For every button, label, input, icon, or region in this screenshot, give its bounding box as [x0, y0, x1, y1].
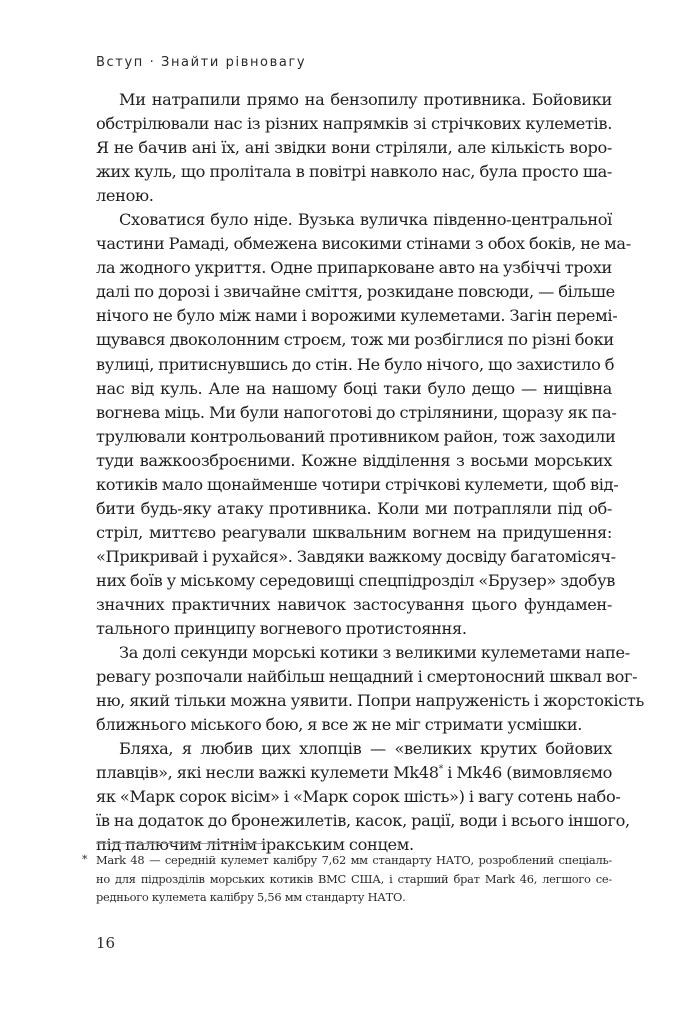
footnote-divider — [96, 843, 266, 844]
text-line: ближнього міського бою, я все ж не міг стримати усмішки. — [96, 715, 583, 735]
text-line: ла жодного укриття. Одне припарковане авто на узбіччі трохи — [96, 258, 612, 278]
page-number: 16 — [96, 934, 116, 952]
text-line: тального принципу вогневого протистояння. — [96, 619, 467, 639]
text-line: бити будь-яку атаку противника. Коли ми потрапляли під об- — [96, 498, 612, 518]
text-line: під палючим літнім іракським сонцем. — [96, 835, 414, 855]
text-line: Я не бачив ані їх, ані звідки вони стріляли, але кількість воро- — [96, 138, 612, 158]
text-line: ню, який тільки можна уявити. Попри напруженість і жорстокість — [96, 691, 644, 711]
text-line: ревагу розпочали найбільш нещадний і смертоносний шквал вог- — [96, 667, 638, 687]
text-line: нас від куль. Але на нашому боці таки було дещо — нищівна — [96, 378, 612, 398]
text-line: трулювали контрольований противником район, тож заходили — [96, 426, 616, 446]
text-line-with-footnote-ref — [96, 761, 612, 785]
text-line: стріл, миттєво реагували шквальним вогнем на придушення: — [96, 522, 612, 542]
text-line: леною. — [96, 186, 154, 206]
text-line: котиків мало щонайменше чотири стрічкові кулемети, щоб від- — [96, 474, 619, 494]
footnote — [82, 851, 612, 907]
text-line: жих куль, що пролітала в повітрі навколо нас, була просто ша- — [96, 162, 612, 182]
text-line: обстрілювали нас із різних напрямків зі стрічкових кулеметів. — [96, 114, 612, 134]
footnote-line: но для підрозділів морських котиків ВМС США, і старший брат Mark 46, легшого се- — [96, 871, 612, 886]
text-line: їв на додаток до бронежилетів, касок, рації, води і всього іншого, — [96, 811, 630, 831]
text-line: Бляха, я любив цих хлопців — «великих крутих бойових — [119, 739, 612, 759]
footnote-line: Mark 48 — середній кулемет калібру 7,62 мм стандарту НАТО, розроблений спеціаль- — [96, 853, 612, 867]
text-line: За долі секунди морські котики з великими кулеметами напе- — [119, 643, 630, 663]
text-segment: плавців», які несли важкі кулемети Mk48 — [96, 763, 439, 783]
text-line: нічого не було між нами і ворожими кулеметами. Загін перемі- — [96, 306, 618, 326]
text-line: Ми натрапили прямо на бензопилу противника. Бойовики — [119, 90, 612, 109]
text-line: як «Марк сорок вісім» і «Марк сорок шість») і вагу сотень набо- — [96, 787, 621, 807]
footnote-mark: * — [82, 853, 88, 866]
body-text — [96, 88, 644, 858]
text-segment: і Mk46 (вимовляємо — [442, 763, 612, 783]
text-line: них боїв у міському середовищі спецпідрозділ «Брузер» здобув — [96, 570, 616, 590]
text-line: значних практичних навичок застосування цього фундамен- — [96, 594, 612, 614]
text-line: «Прикривай і рухайся». Завдяки важкому досвіду багатомісяч- — [96, 546, 616, 566]
text-line: вогнева міць. Ми були напоготові до стрілянини, щоразу як па- — [96, 402, 617, 422]
text-line: далі по дорозі і звичайне сміття, розкидане повсюди, — більше — [96, 282, 615, 302]
text-line: щувався двоколонним строєм, тож ми розбіглися по різні боки — [96, 330, 614, 350]
footnote-reference[interactable]: * — [438, 764, 443, 775]
running-head: Вступ · Знайти рівновагу — [96, 55, 307, 70]
text-line: туди важкоозброєними. Кожне відділення з восьми морських — [96, 450, 612, 470]
text-line: Сховатися було ніде. Вузька вуличка південно-центральної — [119, 210, 612, 230]
text-line: частини Рамаді, обмежена високими стінами з обох боків, не ма- — [96, 234, 631, 254]
text-line: вулиці, притиснувшись до стін. Не було нічого, що захистило б — [96, 354, 615, 374]
footnote-line: реднього кулемета калібру 5,56 мм стандарту НАТО. — [96, 890, 406, 904]
